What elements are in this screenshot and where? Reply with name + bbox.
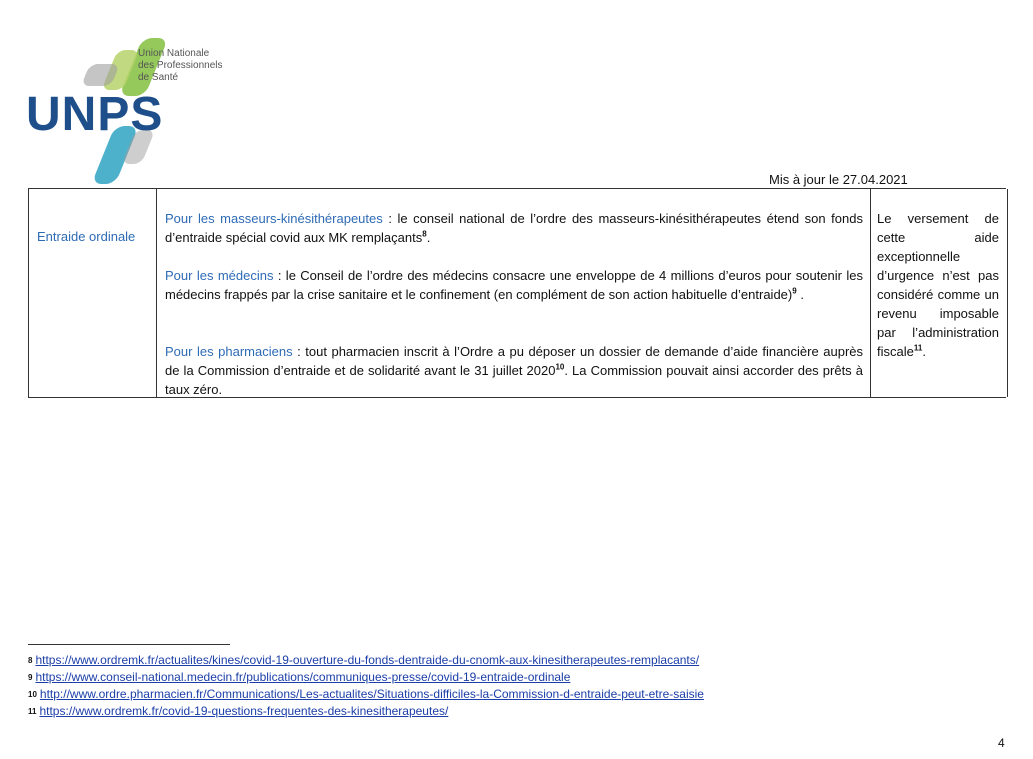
footnote-number: 8 bbox=[28, 656, 33, 665]
side-note bbox=[877, 209, 999, 361]
paragraph-text: : le conseil national de l’ordre des masseurs-kinésithérapeutes étend son fonds d’entraide spécial covid aux MK remplaçants bbox=[165, 211, 863, 245]
paragraph-lead: Pour les médecins bbox=[165, 268, 274, 283]
footnote-link[interactable]: http://www.ordre.pharmacien.fr/Communications/Les-actualites/Situations-difficiles-la-Commission-d-entraide-peut-etre-saisie bbox=[39, 687, 704, 701]
paragraph-tail: . bbox=[426, 230, 431, 245]
logo-subtitle-line: des Professionnels bbox=[138, 60, 223, 71]
side-note-text: Le versement de cette aide exceptionnelle d’urgence n’est pas considéré comme un revenu imposable par l’administration fiscale bbox=[877, 211, 999, 359]
details-cell bbox=[156, 189, 871, 397]
paragraph-kine bbox=[165, 209, 863, 247]
paragraph-lead: Pour les pharmaciens bbox=[165, 344, 293, 359]
footnote-ref: 8 bbox=[422, 229, 427, 239]
footnote-item bbox=[28, 652, 704, 669]
footnote-link[interactable]: https://www.ordremk.fr/actualites/kines/covid-19-ouverture-du-fonds-dentraide-du-cnomk-aux-kinesitherapeutes-remplacants/ bbox=[35, 653, 700, 667]
unps-logo bbox=[24, 34, 244, 186]
paragraph-lead: Pour les masseurs-kinésithérapeutes bbox=[165, 211, 383, 226]
side-note-tail: . bbox=[922, 344, 926, 359]
footnote-item bbox=[28, 669, 704, 686]
paragraph-pharmaciens bbox=[165, 342, 863, 399]
note-cell bbox=[870, 189, 1008, 397]
logo-subtitle-line: Union Nationale bbox=[138, 48, 210, 59]
update-date: Mis à jour le 27.04.2021 bbox=[769, 172, 908, 187]
footnote-number: 10 bbox=[28, 690, 37, 699]
footnote-ref: 11 bbox=[913, 343, 923, 353]
footnote-number: 9 bbox=[28, 673, 33, 682]
footnote-ref: 9 bbox=[792, 286, 797, 296]
row-label-cell bbox=[28, 189, 157, 397]
footnote-item bbox=[28, 703, 704, 720]
row-label: Entraide ordinale bbox=[37, 229, 136, 244]
paragraph-tail: . bbox=[796, 287, 804, 302]
footnote-item bbox=[28, 686, 704, 703]
footnote-link[interactable]: https://www.ordremk.fr/covid-19-questions-frequentes-des-kinesitherapeutes/ bbox=[39, 704, 449, 718]
paragraph-text: : tout pharmacien inscrit à l’Ordre a pu déposer un dossier de demande d’aide financière auprès de la Commission d’entraide et de solidarité avant le 31 juillet 2020 bbox=[165, 344, 863, 378]
paragraph-text: : le Conseil de l’ordre des médecins consacre une enveloppe de 4 millions d’euros pour soutenir les médecins frappés par la crise sanitaire et le confinement (en complément de son action habituelle d’entraide) bbox=[165, 268, 863, 302]
paragraph-tail: . La Commission pouvait ainsi accorder des prêts à taux zéro. bbox=[165, 363, 863, 397]
footnote-link[interactable]: https://www.conseil-national.medecin.fr/publications/communiques-presse/covid-19-entraide-ordinale bbox=[35, 670, 571, 684]
footnote-ref: 10 bbox=[555, 362, 565, 372]
page-number: 4 bbox=[998, 736, 1005, 750]
footnotes bbox=[28, 652, 704, 720]
logo-wordmark: UNPS bbox=[26, 88, 164, 141]
footnote-separator bbox=[28, 644, 230, 645]
footnote-number: 11 bbox=[28, 707, 37, 716]
aid-table bbox=[28, 188, 1006, 398]
logo-subtitle-line: de Santé bbox=[138, 72, 179, 83]
logo-subtitle bbox=[138, 48, 223, 84]
paragraph-medecins bbox=[165, 266, 863, 304]
